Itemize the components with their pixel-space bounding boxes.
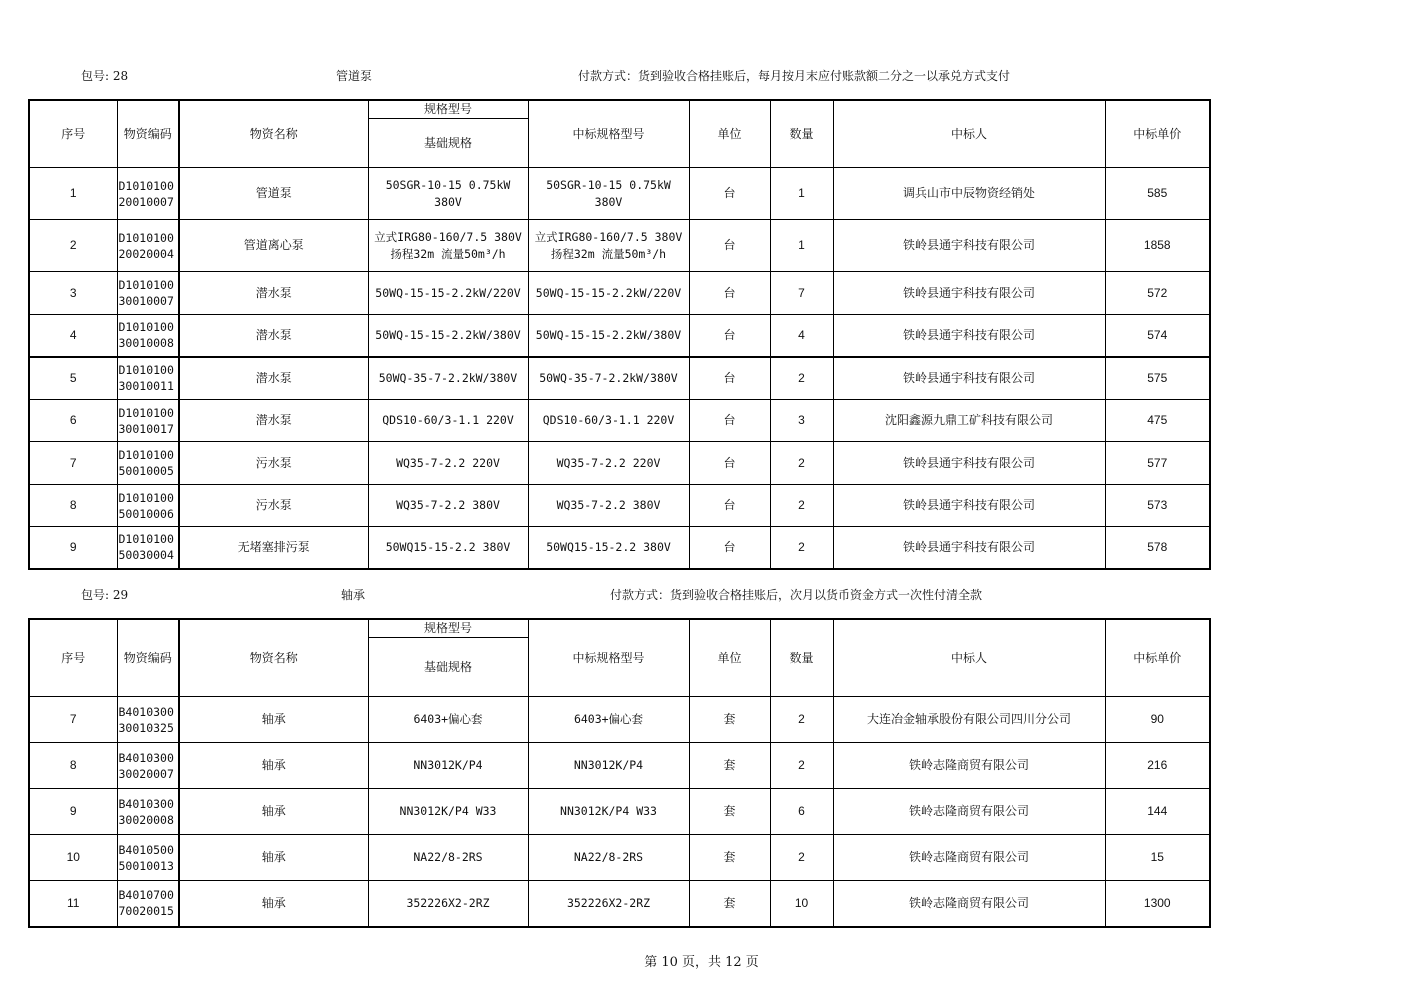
material-code-line-1: D1010100: [118, 230, 174, 245]
material-code-line-2: 70020015: [118, 904, 174, 919]
material-code-cell: [117, 697, 179, 743]
material-code-line-1: B4010300: [118, 796, 174, 811]
unit-price-cell: 572: [1105, 272, 1210, 315]
basic-spec-line-2: 扬程32m 流量50m³/h: [390, 246, 506, 261]
winning-bidder-cell: 铁岭县通宇科技有限公司: [833, 442, 1105, 485]
col-header-spec-basic: 基础规格: [368, 638, 528, 697]
basic-spec-text: 50WQ15-15-2.2 380V: [385, 539, 511, 554]
bid-spec-cell: [528, 168, 689, 220]
bid-spec-text: NN3012K/P4: [573, 758, 644, 772]
basic-spec-cell: [368, 357, 528, 400]
quantity-cell: 4: [770, 315, 833, 357]
table-row: [29, 881, 1210, 927]
unit-cell: 台: [689, 357, 770, 400]
bid-spec-cell: [528, 220, 689, 272]
quantity-cell: 2: [770, 697, 833, 743]
material-name-cell: 潜水泵: [179, 400, 368, 442]
unit-cell: 台: [689, 400, 770, 442]
basic-spec-cell: [368, 485, 528, 527]
material-code-line-1: D1010100: [118, 363, 174, 378]
page-footer: 第 10 页，共 12 页: [644, 955, 759, 970]
col-header-spec-bid: 中标规格型号: [528, 619, 689, 697]
table-row: [29, 168, 1210, 220]
unit-cell: 套: [689, 789, 770, 835]
bid-spec-text: 50WQ-15-15-2.2kW/220V: [535, 285, 682, 300]
unit-price-cell: 585: [1105, 168, 1210, 220]
basic-spec-text: 50WQ-15-15-2.2kW/380V: [375, 327, 521, 342]
basic-spec-cell: [368, 220, 528, 272]
package-number: 包号: 29: [81, 588, 129, 602]
basic-spec-text: NA22/8-2RS: [413, 850, 483, 864]
material-name-cell: 管道泵: [179, 168, 368, 220]
material-name-cell: 污水泵: [179, 485, 368, 527]
basic-spec-text: QDS10-60/3-1.1 220V: [382, 413, 514, 427]
quantity-cell: 10: [770, 881, 833, 927]
material-code-cell: [117, 835, 179, 881]
bid-spec-cell: [528, 400, 689, 442]
package-number: 包号: 28: [81, 69, 129, 83]
material-code-line-1: D1010100: [118, 448, 174, 462]
unit-cell: 台: [689, 485, 770, 527]
bid-spec-cell: [528, 315, 689, 357]
bid-spec-cell: [528, 527, 689, 569]
unit-price-cell: 144: [1105, 789, 1210, 835]
col-header-spec-basic: 基础规格: [368, 119, 528, 168]
bid-spec-text: WQ35-7-2.2 380V: [556, 498, 661, 512]
material-name-cell: 污水泵: [179, 442, 368, 485]
winning-bidder-cell: 铁岭志隆商贸有限公司: [833, 743, 1105, 789]
basic-spec-cell: [368, 697, 528, 743]
material-code-cell: [117, 357, 179, 400]
payment-terms: 付款方式：货到验收合格挂账后，次月以货币资金方式一次性付清全款: [610, 588, 983, 602]
col-header-qty: 数量: [770, 100, 833, 168]
unit-cell: 套: [689, 743, 770, 789]
basic-spec-line-1: 立式IRG80-160/7.5 380V: [374, 229, 522, 244]
material-code-cell: [117, 527, 179, 569]
basic-spec-cell: [368, 272, 528, 315]
material-code-line-2: 50010005: [118, 464, 174, 478]
unit-price-cell: 90: [1105, 697, 1210, 743]
table-row: [29, 789, 1210, 835]
unit-price-cell: 577: [1105, 442, 1210, 485]
unit-cell: 台: [689, 315, 770, 357]
table-row: [29, 400, 1210, 442]
basic-spec-text: 352226X2-2RZ: [406, 895, 490, 910]
bid-spec-cell: [528, 835, 689, 881]
winning-bidder-cell: 铁岭县通宇科技有限公司: [833, 527, 1105, 569]
material-code-cell: [117, 400, 179, 442]
bid-spec-cell: [528, 697, 689, 743]
material-code-line-2: 50010013: [118, 858, 174, 873]
unit-cell: 台: [689, 168, 770, 220]
material-code-line-1: D1010100: [118, 278, 174, 292]
material-code-line-1: D1010100: [118, 405, 174, 420]
col-header-seq: 序号: [29, 619, 117, 697]
material-code-line-1: B4010300: [118, 750, 174, 765]
winning-bidder-cell: 铁岭志隆商贸有限公司: [833, 789, 1105, 835]
unit-cell: 套: [689, 881, 770, 927]
bid-spec-cell: [528, 357, 689, 400]
unit-price-cell: 573: [1105, 485, 1210, 527]
table-row: [29, 220, 1210, 272]
basic-spec-cell: [368, 527, 528, 569]
bid-table-package-29: [28, 618, 1211, 928]
material-code-line-1: D1010100: [118, 532, 174, 547]
seq-cell: 10: [29, 835, 117, 881]
quantity-cell: 2: [770, 743, 833, 789]
quantity-cell: 2: [770, 835, 833, 881]
unit-price-cell: 15: [1105, 835, 1210, 881]
winning-bidder-cell: 铁岭县通宇科技有限公司: [833, 272, 1105, 315]
unit-price-cell: 216: [1105, 743, 1210, 789]
bid-table-package-28: [28, 99, 1211, 570]
basic-spec-cell: [368, 442, 528, 485]
material-code-line-1: B4010700: [118, 888, 174, 903]
material-code-cell: [117, 881, 179, 927]
material-code-line-1: B4010300: [118, 704, 174, 719]
winning-bidder-cell: 铁岭志隆商贸有限公司: [833, 835, 1105, 881]
material-code-cell: [117, 168, 179, 220]
material-code-line-2: 30010017: [118, 421, 174, 436]
unit-cell: 台: [689, 442, 770, 485]
material-code-line-2: 30010011: [118, 379, 174, 394]
material-name-cell: 轴承: [179, 881, 368, 927]
winning-bidder-cell: 铁岭县通宇科技有限公司: [833, 357, 1105, 400]
bid-spec-line-2: 380V: [594, 194, 623, 209]
material-code-cell: [117, 485, 179, 527]
table-row: [29, 527, 1210, 569]
bid-spec-text: NN3012K/P4 W33: [560, 804, 657, 818]
table-row: [29, 272, 1210, 315]
col-header-spec-group: 规格型号: [368, 100, 528, 119]
quantity-cell: 2: [770, 442, 833, 485]
col-header-name: 物资名称: [179, 100, 368, 168]
material-name-cell: 轴承: [179, 789, 368, 835]
bid-spec-text: 50WQ-35-7-2.2kW/380V: [539, 370, 678, 385]
basic-spec-text: 6403+偏心套: [413, 712, 483, 726]
material-code-line-2: 30010008: [118, 336, 174, 351]
seq-cell: 8: [29, 485, 117, 527]
material-code-line-2: 30020008: [118, 812, 174, 827]
payment-terms: 付款方式：货到验收合格挂账后，每月按月末应付账款额二分之一以承兑方式支付: [578, 69, 1011, 83]
col-header-name: 物资名称: [179, 619, 368, 697]
seq-cell: 11: [29, 881, 117, 927]
winning-bidder-cell: 调兵山市中辰物资经销处: [833, 168, 1105, 220]
material-name-cell: 轴承: [179, 697, 368, 743]
basic-spec-text: NN3012K/P4 W33: [399, 804, 497, 818]
basic-spec-text: NN3012K/P4: [413, 758, 483, 772]
bid-spec-text: QDS10-60/3-1.1 220V: [542, 413, 675, 427]
basic-spec-text: WQ35-7-2.2 220V: [396, 455, 500, 470]
material-code-line-2: 30020007: [118, 766, 174, 781]
quantity-cell: 2: [770, 485, 833, 527]
quantity-cell: 1: [770, 220, 833, 272]
quantity-cell: 2: [770, 527, 833, 569]
table-row: [29, 315, 1210, 357]
material-code-cell: [117, 220, 179, 272]
basic-spec-cell: [368, 743, 528, 789]
material-code-line-2: 30010007: [118, 294, 174, 308]
table-row: [29, 743, 1210, 789]
unit-cell: 台: [689, 272, 770, 315]
bid-spec-text: 352226X2-2RZ: [566, 895, 651, 910]
header-row: [29, 100, 1210, 119]
col-header-seq: 序号: [29, 100, 117, 168]
seq-cell: 7: [29, 442, 117, 485]
unit-cell: 台: [689, 527, 770, 569]
quantity-cell: 1: [770, 168, 833, 220]
col-header-spec-group: 规格型号: [368, 619, 528, 638]
material-name-cell: 管道离心泵: [179, 220, 368, 272]
col-header-qty: 数量: [770, 619, 833, 697]
bid-spec-text: WQ35-7-2.2 220V: [556, 455, 661, 470]
table-row: [29, 485, 1210, 527]
table-body: [29, 100, 1210, 569]
bid-spec-text: 50WQ15-15-2.2 380V: [546, 539, 671, 554]
col-header-unit: 单位: [689, 619, 770, 697]
seq-cell: 3: [29, 272, 117, 315]
material-name-cell: 潜水泵: [179, 272, 368, 315]
winning-bidder-cell: 铁岭县通宇科技有限公司: [833, 315, 1105, 357]
seq-cell: 9: [29, 527, 117, 569]
bid-spec-cell: [528, 485, 689, 527]
table-body: [29, 619, 1210, 927]
basic-spec-cell: [368, 835, 528, 881]
basic-spec-cell: [368, 315, 528, 357]
basic-spec-cell: [368, 881, 528, 927]
material-code-line-2: 50010006: [118, 506, 174, 521]
winning-bidder-cell: 沈阳鑫源九鼎工矿科技有限公司: [833, 400, 1105, 442]
quantity-cell: 6: [770, 789, 833, 835]
seq-cell: 2: [29, 220, 117, 272]
material-code-line-1: D1010100: [118, 320, 174, 335]
seq-cell: 5: [29, 357, 117, 400]
bid-spec-cell: [528, 272, 689, 315]
col-header-winner: 中标人: [833, 619, 1105, 697]
seq-cell: 4: [29, 315, 117, 357]
bid-spec-cell: [528, 442, 689, 485]
seq-cell: 9: [29, 789, 117, 835]
basic-spec-line-2: 380V: [434, 194, 462, 209]
basic-spec-text: WQ35-7-2.2 380V: [396, 498, 500, 512]
unit-cell: 套: [689, 835, 770, 881]
package-category: 管道泵: [336, 69, 373, 83]
bid-spec-line-2: 扬程32m 流量50m³/h: [550, 246, 667, 261]
seq-cell: 6: [29, 400, 117, 442]
quantity-cell: 3: [770, 400, 833, 442]
unit-price-cell: 574: [1105, 315, 1210, 357]
header-row: [29, 619, 1210, 638]
material-code-line-2: 20020004: [118, 246, 174, 261]
material-code-cell: [117, 789, 179, 835]
col-header-code: 物资编码: [117, 100, 179, 168]
material-code-line-2: 30010325: [118, 720, 174, 735]
material-name-cell: 轴承: [179, 835, 368, 881]
col-header-winner: 中标人: [833, 100, 1105, 168]
bid-spec-text: 6403+偏心套: [573, 712, 644, 726]
bid-spec-cell: [528, 743, 689, 789]
quantity-cell: 7: [770, 272, 833, 315]
bid-spec-cell: [528, 789, 689, 835]
unit-price-cell: 1300: [1105, 881, 1210, 927]
unit-price-cell: 1858: [1105, 220, 1210, 272]
material-name-cell: 轴承: [179, 743, 368, 789]
bid-spec-line-1: 50SGR-10-15 0.75kW: [546, 177, 671, 192]
seq-cell: 8: [29, 743, 117, 789]
material-name-cell: 无堵塞排污泵: [179, 527, 368, 569]
material-name-cell: 潜水泵: [179, 315, 368, 357]
bid-spec-text: 50WQ-15-15-2.2kW/380V: [535, 327, 682, 342]
material-code-cell: [117, 272, 179, 315]
basic-spec-cell: [368, 400, 528, 442]
quantity-cell: 2: [770, 357, 833, 400]
unit-price-cell: 475: [1105, 400, 1210, 442]
package-category: 轴承: [341, 588, 366, 602]
material-code-line-1: D1010100: [118, 178, 174, 193]
winning-bidder-cell: 铁岭县通宇科技有限公司: [833, 220, 1105, 272]
seq-cell: 1: [29, 168, 117, 220]
basic-spec-text: 50WQ-15-15-2.2kW/220V: [375, 285, 521, 300]
unit-price-cell: 575: [1105, 357, 1210, 400]
bid-spec-text: NA22/8-2RS: [573, 850, 644, 864]
unit-cell: 套: [689, 697, 770, 743]
basic-spec-cell: [368, 789, 528, 835]
table-row: [29, 697, 1210, 743]
material-code-cell: [117, 743, 179, 789]
col-header-code: 物资编码: [117, 619, 179, 697]
material-code-cell: [117, 315, 179, 357]
unit-price-cell: 578: [1105, 527, 1210, 569]
material-code-line-2: 50030004: [118, 548, 174, 563]
basic-spec-line-1: 50SGR-10-15 0.75kW: [385, 177, 511, 192]
table-row: [29, 357, 1210, 400]
table-row: [29, 835, 1210, 881]
basic-spec-cell: [368, 168, 528, 220]
basic-spec-text: 50WQ-35-7-2.2kW/380V: [378, 370, 518, 385]
unit-cell: 台: [689, 220, 770, 272]
col-header-price: 中标单价: [1105, 100, 1210, 168]
material-code-line-1: D1010100: [118, 490, 174, 505]
material-code-line-2: 20010007: [118, 194, 174, 209]
seq-cell: 7: [29, 697, 117, 743]
bid-spec-cell: [528, 881, 689, 927]
material-code-cell: [117, 442, 179, 485]
table-row: [29, 442, 1210, 485]
col-header-spec-bid: 中标规格型号: [528, 100, 689, 168]
winning-bidder-cell: 铁岭县通宇科技有限公司: [833, 485, 1105, 527]
winning-bidder-cell: 大连冶金轴承股份有限公司四川分公司: [833, 697, 1105, 743]
winning-bidder-cell: 铁岭志隆商贸有限公司: [833, 881, 1105, 927]
col-header-price: 中标单价: [1105, 619, 1210, 697]
material-code-line-1: B4010500: [118, 842, 174, 857]
material-name-cell: 潜水泵: [179, 357, 368, 400]
col-header-unit: 单位: [689, 100, 770, 168]
bid-spec-line-1: 立式IRG80-160/7.5 380V: [534, 229, 683, 244]
